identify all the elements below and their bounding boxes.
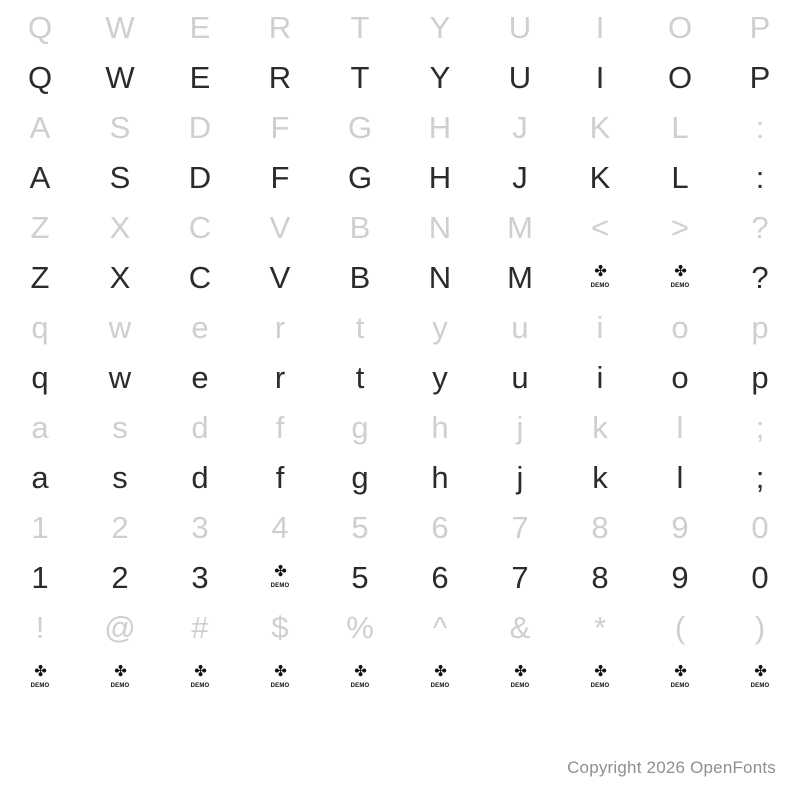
glyph-cell: > bbox=[670, 210, 690, 245]
glyph-cell bbox=[0, 652, 80, 704]
demo-petals-icon: ✤ bbox=[434, 662, 446, 680]
glyph-cell: P bbox=[749, 10, 771, 45]
demo-petals-icon: ✤ bbox=[354, 662, 366, 680]
demo-watermark-icon bbox=[267, 564, 293, 590]
demo-watermark-icon bbox=[267, 664, 293, 690]
glyph-cell: e bbox=[191, 310, 209, 345]
glyph-row bbox=[0, 552, 800, 604]
glyph-row bbox=[0, 604, 800, 652]
glyph-cell: q bbox=[31, 360, 49, 395]
glyph-cell: K bbox=[589, 110, 611, 145]
glyph-cell: ? bbox=[751, 260, 769, 295]
glyph-row bbox=[0, 652, 800, 704]
demo-petals-icon: ✤ bbox=[674, 262, 686, 280]
glyph-cell: ) bbox=[754, 610, 766, 645]
glyph-cell: 1 bbox=[31, 560, 49, 595]
glyph-cell bbox=[400, 652, 480, 704]
glyph-cell bbox=[80, 652, 160, 704]
glyph-cell bbox=[480, 652, 560, 704]
glyph-cell: B bbox=[349, 260, 371, 295]
glyph-cell: H bbox=[428, 160, 452, 195]
glyph-cell: s bbox=[112, 460, 128, 495]
demo-petals-icon: ✤ bbox=[754, 662, 766, 680]
glyph-cell: G bbox=[347, 160, 373, 195]
glyph-cell: : bbox=[755, 160, 765, 195]
glyph-cell: 0 bbox=[751, 560, 769, 595]
demo-petals-icon: ✤ bbox=[274, 662, 286, 680]
glyph-cell: @ bbox=[104, 610, 136, 645]
glyph-cell: h bbox=[431, 410, 449, 445]
glyph-cell: y bbox=[432, 360, 448, 395]
glyph-cell: g bbox=[351, 410, 369, 445]
demo-watermark-icon bbox=[747, 664, 773, 690]
demo-watermark-icon bbox=[427, 664, 453, 690]
glyph-cell bbox=[240, 652, 320, 704]
glyph-cell: T bbox=[350, 60, 370, 95]
demo-petals-icon: ✤ bbox=[594, 262, 606, 280]
glyph-cell: U bbox=[508, 60, 532, 95]
glyph-cell: B bbox=[349, 210, 371, 245]
glyph-cell: G bbox=[347, 110, 373, 145]
glyph-cell: f bbox=[275, 460, 285, 495]
demo-watermark-icon bbox=[27, 664, 53, 690]
glyph-cell: p bbox=[751, 360, 769, 395]
glyph-cell: A bbox=[29, 160, 51, 195]
glyph-cell: Z bbox=[30, 210, 50, 245]
glyph-cell: H bbox=[428, 110, 452, 145]
demo-watermark-icon bbox=[667, 664, 693, 690]
glyph-cell: 3 bbox=[191, 510, 209, 545]
demo-watermark-icon bbox=[507, 664, 533, 690]
demo-watermark-icon bbox=[187, 664, 213, 690]
glyph-cell: 8 bbox=[591, 560, 609, 595]
glyph-cell: ; bbox=[755, 410, 765, 445]
glyph-cell: R bbox=[268, 60, 292, 95]
glyph-cell: u bbox=[511, 360, 529, 395]
glyph-cell: X bbox=[109, 260, 131, 295]
glyph-cell bbox=[640, 652, 720, 704]
glyph-cell: 9 bbox=[671, 510, 689, 545]
glyph-row bbox=[0, 52, 800, 104]
glyph-cell: I bbox=[595, 10, 605, 45]
glyph-cell: t bbox=[355, 360, 365, 395]
glyph-cell: # bbox=[191, 610, 209, 645]
glyph-row bbox=[0, 252, 800, 304]
glyph-cell bbox=[320, 652, 400, 704]
demo-petals-icon: ✤ bbox=[594, 662, 606, 680]
glyph-cell: y bbox=[432, 310, 448, 345]
demo-watermark-icon bbox=[587, 264, 613, 290]
copyright-notice: Copyright 2026 OpenFonts bbox=[567, 758, 776, 777]
demo-label: DEMO bbox=[350, 682, 370, 689]
glyph-cell: U bbox=[508, 10, 532, 45]
glyph-cell: o bbox=[671, 360, 689, 395]
glyph-cell: Y bbox=[429, 10, 451, 45]
glyph-cell: O bbox=[667, 10, 693, 45]
glyph-cell: M bbox=[507, 210, 533, 245]
demo-watermark-icon bbox=[107, 664, 133, 690]
glyph-cell: W bbox=[105, 10, 135, 45]
demo-petals-icon: ✤ bbox=[34, 662, 46, 680]
glyph-cell: T bbox=[350, 10, 370, 45]
glyph-cell: E bbox=[189, 60, 211, 95]
glyph-cell bbox=[560, 652, 640, 704]
demo-label: DEMO bbox=[750, 682, 770, 689]
glyph-cell: < bbox=[590, 210, 610, 245]
glyph-cell: 0 bbox=[751, 510, 769, 545]
glyph-cell: 2 bbox=[111, 510, 129, 545]
glyph-cell: Q bbox=[27, 60, 53, 95]
glyph-cell: 1 bbox=[31, 510, 49, 545]
glyph-cell: : bbox=[755, 110, 765, 145]
glyph-cell: f bbox=[275, 410, 285, 445]
demo-label: DEMO bbox=[510, 682, 530, 689]
glyph-row bbox=[0, 404, 800, 452]
glyph-row bbox=[0, 452, 800, 504]
glyph-cell: S bbox=[109, 110, 131, 145]
demo-petals-icon: ✤ bbox=[114, 662, 126, 680]
glyph-cell: a bbox=[31, 460, 49, 495]
glyph-cell: S bbox=[109, 160, 131, 195]
glyph-cell: w bbox=[108, 360, 132, 395]
glyph-cell bbox=[720, 652, 800, 704]
demo-petals-icon: ✤ bbox=[674, 662, 686, 680]
glyph-row bbox=[0, 152, 800, 204]
glyph-cell: d bbox=[191, 410, 209, 445]
glyph-cell: l bbox=[676, 410, 684, 445]
glyph-row bbox=[0, 104, 800, 152]
glyph-cell: r bbox=[274, 310, 286, 345]
glyph-cell: ( bbox=[674, 610, 686, 645]
glyph-cell: g bbox=[351, 460, 369, 495]
glyph-cell: e bbox=[191, 360, 209, 395]
glyph-cell: k bbox=[592, 460, 608, 495]
glyph-cell: W bbox=[105, 60, 135, 95]
demo-label: DEMO bbox=[30, 682, 50, 689]
glyph-cell: q bbox=[31, 310, 49, 345]
glyph-cell: Q bbox=[27, 10, 53, 45]
glyph-cell: Y bbox=[429, 60, 451, 95]
demo-label: DEMO bbox=[430, 682, 450, 689]
glyph-cell: 3 bbox=[191, 560, 209, 595]
glyph-cell: k bbox=[592, 410, 608, 445]
glyph-cell: Z bbox=[30, 260, 50, 295]
glyph-cell: 6 bbox=[431, 560, 449, 595]
glyph-cell: F bbox=[270, 110, 290, 145]
glyph-row bbox=[0, 204, 800, 252]
glyph-cell: P bbox=[749, 60, 771, 95]
glyph-cell: d bbox=[191, 460, 209, 495]
glyph-cell: 2 bbox=[111, 560, 129, 595]
demo-label: DEMO bbox=[670, 282, 690, 289]
glyph-cell: J bbox=[512, 110, 528, 145]
demo-watermark-icon bbox=[587, 664, 613, 690]
demo-petals-icon: ✤ bbox=[514, 662, 526, 680]
glyph-cell: % bbox=[346, 610, 374, 645]
glyph-cell: t bbox=[355, 310, 365, 345]
glyph-cell: j bbox=[516, 410, 524, 445]
glyph-cell: C bbox=[188, 210, 212, 245]
glyph-cell bbox=[640, 252, 720, 304]
glyph-cell: D bbox=[188, 110, 212, 145]
glyph-cell: 9 bbox=[671, 560, 689, 595]
glyph-cell bbox=[160, 652, 240, 704]
glyph-cell: 4 bbox=[271, 510, 289, 545]
glyph-cell: ; bbox=[755, 460, 765, 495]
glyph-cell: 7 bbox=[511, 560, 529, 595]
demo-label: DEMO bbox=[110, 682, 130, 689]
glyph-cell: r bbox=[274, 360, 286, 395]
demo-watermark-icon bbox=[347, 664, 373, 690]
glyph-cell: E bbox=[189, 10, 211, 45]
glyph-cell: X bbox=[109, 210, 131, 245]
glyph-cell: L bbox=[671, 110, 689, 145]
glyph-cell: 6 bbox=[431, 510, 449, 545]
glyph-cell: l bbox=[676, 460, 684, 495]
glyph-cell: J bbox=[512, 160, 528, 195]
glyph-cell: R bbox=[268, 10, 292, 45]
glyph-cell: ^ bbox=[432, 610, 448, 645]
glyph-cell: * bbox=[593, 610, 607, 645]
glyph-cell: O bbox=[667, 60, 693, 95]
glyph-cell: L bbox=[671, 160, 689, 195]
glyph-cell: I bbox=[595, 60, 605, 95]
demo-watermark-icon bbox=[667, 264, 693, 290]
glyph-cell: N bbox=[428, 260, 452, 295]
glyph-row bbox=[0, 4, 800, 52]
glyph-cell: i bbox=[596, 310, 604, 345]
glyph-cell: w bbox=[108, 310, 132, 345]
glyph-cell: F bbox=[270, 160, 290, 195]
glyph-cell: N bbox=[428, 210, 452, 245]
glyph-cell bbox=[240, 552, 320, 604]
glyph-cell: C bbox=[188, 260, 212, 295]
glyph-cell: i bbox=[596, 360, 604, 395]
demo-label: DEMO bbox=[190, 682, 210, 689]
glyph-cell: M bbox=[507, 260, 533, 295]
glyph-cell: 5 bbox=[351, 510, 369, 545]
glyph-cell: a bbox=[31, 410, 49, 445]
glyph-row bbox=[0, 304, 800, 352]
glyph-cell: A bbox=[29, 110, 51, 145]
glyph-cell: o bbox=[671, 310, 689, 345]
glyph-cell: ! bbox=[35, 610, 45, 645]
glyph-cell: & bbox=[509, 610, 531, 645]
demo-label: DEMO bbox=[670, 682, 690, 689]
demo-petals-icon: ✤ bbox=[194, 662, 206, 680]
glyph-row bbox=[0, 352, 800, 404]
demo-label: DEMO bbox=[270, 582, 290, 589]
demo-label: DEMO bbox=[270, 682, 290, 689]
glyph-cell: p bbox=[751, 310, 769, 345]
glyph-cell: 5 bbox=[351, 560, 369, 595]
glyph-cell: s bbox=[112, 410, 128, 445]
glyph-cell: h bbox=[431, 460, 449, 495]
glyph-cell: V bbox=[269, 260, 291, 295]
glyph-row bbox=[0, 504, 800, 552]
glyph-cell: u bbox=[511, 310, 529, 345]
glyph-cell bbox=[560, 252, 640, 304]
glyph-cell: V bbox=[269, 210, 291, 245]
glyph-cell: j bbox=[516, 460, 524, 495]
glyph-cell: $ bbox=[271, 610, 289, 645]
glyph-cell: 8 bbox=[591, 510, 609, 545]
demo-label: DEMO bbox=[590, 682, 610, 689]
glyph-cell: K bbox=[589, 160, 611, 195]
glyph-cell: ? bbox=[751, 210, 769, 245]
demo-petals-icon: ✤ bbox=[274, 562, 286, 580]
demo-label: DEMO bbox=[590, 282, 610, 289]
glyph-cell: D bbox=[188, 160, 212, 195]
glyph-cell: 7 bbox=[511, 510, 529, 545]
